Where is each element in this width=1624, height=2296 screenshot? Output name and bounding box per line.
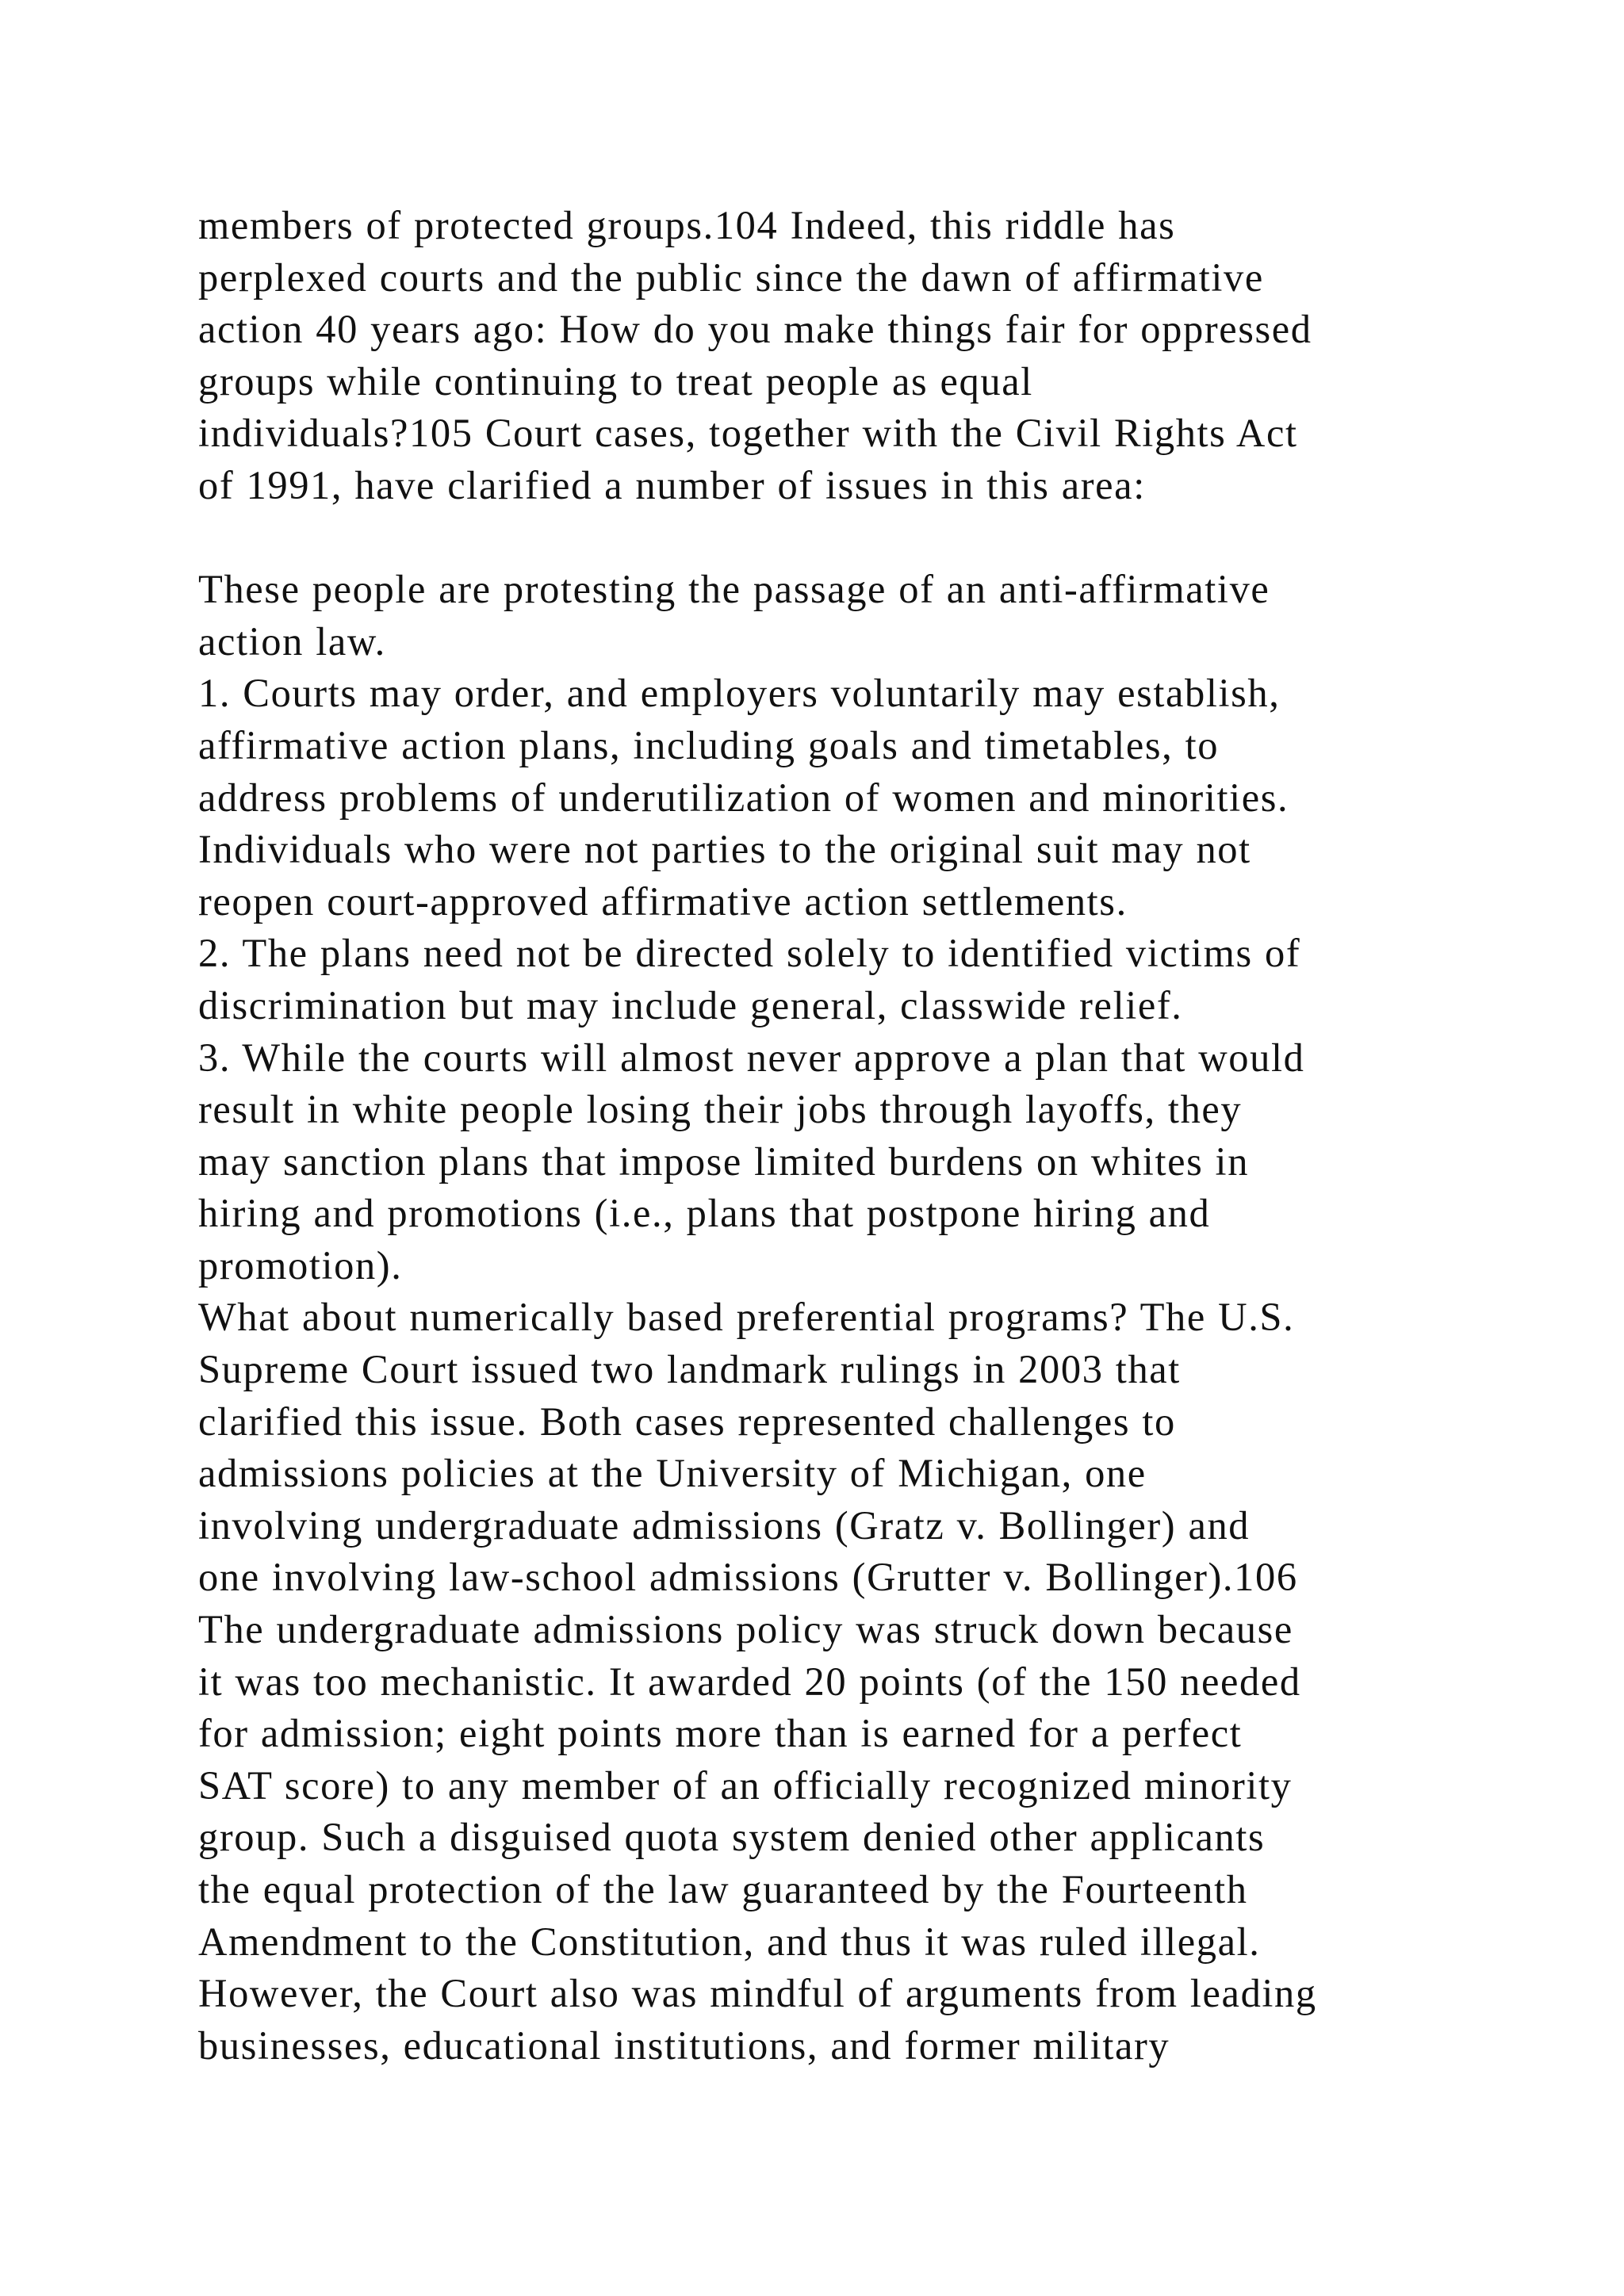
text-line: What about numerically based preferential programs? The U.S. <box>198 1295 1295 1340</box>
caption-line: action law. <box>198 618 386 664</box>
list-item-line: Individuals who were not parties to the original suit may not <box>198 827 1251 872</box>
text-line: Supreme Court issued two landmark rulings in 2003 that <box>198 1347 1181 1392</box>
text-line: for admission; eight points more than is earned for a perfect <box>198 1711 1243 1756</box>
caption-line: These people are protesting the passage of an anti-affirmative <box>198 567 1270 612</box>
list-item-line: reopen court-approved affirmative action settlements. <box>198 878 1128 924</box>
text-line: perplexed courts and the public since the dawn of affirmative <box>198 254 1264 300</box>
text-line: The undergraduate admissions policy was struck down because <box>198 1607 1293 1652</box>
list-item-line: affirmative action plans, including goals and timetables, to <box>198 722 1220 767</box>
text-line: clarified this issue. Both cases represented challenges to <box>198 1399 1176 1444</box>
text-line: members of protected groups.104 Indeed, this riddle has <box>198 203 1176 247</box>
list-item-line: 2. The plans need not be directed solely to identified victims of <box>198 931 1301 976</box>
text-line: businesses, educational institutions, and former military <box>198 2022 1170 2068</box>
text-line: the equal protection of the law guaranteed by the Fourteenth <box>198 1867 1248 1911</box>
text-line: involving undergraduate admissions (Gratz v. Bollinger) and <box>198 1502 1251 1548</box>
text-line: action 40 years ago: How do you make things fair for oppressed <box>198 307 1312 352</box>
text-line: groups while continuing to treat people as equal <box>198 358 1033 404</box>
text-line: Amendment to the Constitution, and thus it was ruled illegal. <box>198 1919 1261 1964</box>
list-item-line: discrimination but may include general, classwide relief. <box>198 982 1183 1027</box>
list-item-line: promotion). <box>198 1242 403 1288</box>
text-line: one involving law-school admissions (Grutter v. Bollinger).106 <box>198 1555 1298 1600</box>
body-text <box>198 200 1562 2072</box>
text-line: group. Such a disguised quota system denied other applicants <box>198 1815 1266 1860</box>
text-line: of 1991, have clarified a number of issues in this area: <box>198 462 1146 507</box>
list-item-line: address problems of underutilization of women and minorities. <box>198 775 1289 820</box>
text-line: admissions policies at the University of Michigan, one <box>198 1451 1147 1496</box>
list-item-line: may sanction plans that impose limited burdens on whites in <box>198 1138 1250 1184</box>
list-item-line: hiring and promotions (i.e., plans that postpone hiring and <box>198 1191 1211 1236</box>
paragraph-gap <box>198 512 1562 564</box>
text-line: individuals?105 Court cases, together with the Civil Rights Act <box>198 411 1298 456</box>
text-line: However, the Court also was mindful of arguments from leading <box>198 1971 1317 2016</box>
text-line: SAT score) to any member of an officially recognized minority <box>198 1762 1293 1808</box>
list-item-line: 1. Courts may order, and employers voluntarily may establish, <box>198 671 1281 716</box>
text-line: it was too mechanistic. It awarded 20 points (of the 150 needed <box>198 1659 1301 1704</box>
list-item-line: result in white people losing their jobs through layoffs, they <box>198 1087 1243 1132</box>
list-item-line: 3. While the courts will almost never approve a plan that would <box>198 1035 1305 1080</box>
